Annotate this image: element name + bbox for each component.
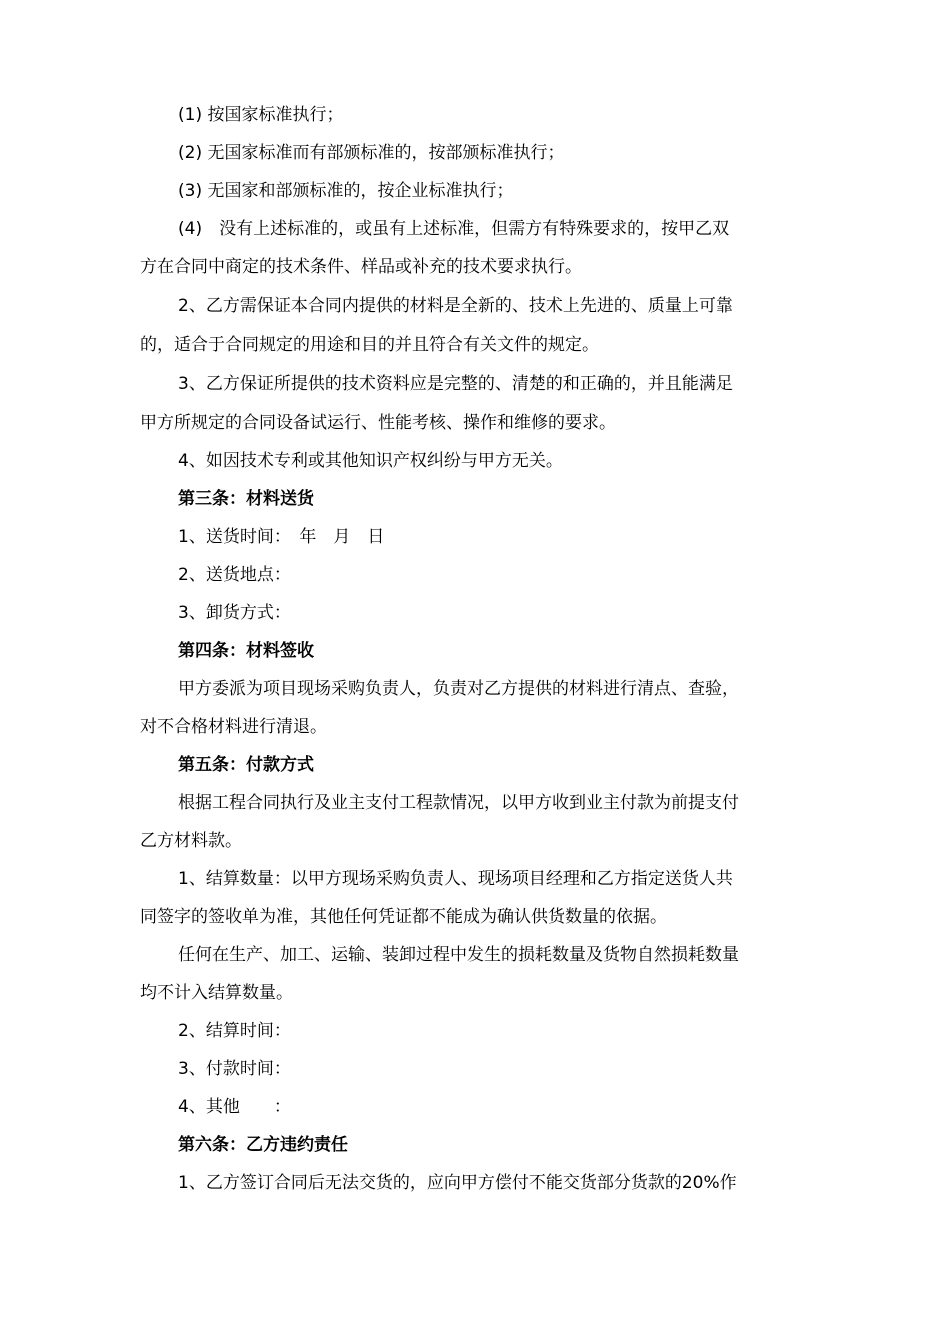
clause-item-4-cont: 方在合同中商定的技术条件、样品或补充的技术要求执行。	[140, 257, 582, 277]
paragraph-3-cont: 甲方所规定的合同设备试运行、性能考核、操作和维修的要求。	[140, 413, 616, 433]
paragraph-2-cont: 的，适合于合同规定的用途和目的并且符合有关文件的规定。	[140, 335, 599, 355]
payment-paragraph: 根据工程合同执行及业主支付工程款情况，以甲方收到业主付款为前提支付	[178, 793, 739, 813]
breach-paragraph: 1、乙方签订合同后无法交货的，应向甲方偿付不能交货部分货款的20%作	[178, 1173, 737, 1193]
section-heading-6: 第六条：乙方违约责任	[178, 1135, 348, 1155]
section-heading-5: 第五条：付款方式	[178, 755, 314, 775]
signoff-paragraph-cont: 对不合格材料进行清退。	[140, 717, 327, 737]
delivery-time: 1、送货时间： 年 月 日	[178, 527, 385, 547]
section-heading-4: 第四条：材料签收	[178, 641, 314, 661]
clause-item-3: (3) 无国家和部颁标准的，按企业标准执行；	[178, 181, 514, 201]
clause-item-4: (4) 没有上述标准的，或虽有上述标准，但需方有特殊要求的，按甲乙双	[178, 219, 730, 239]
paragraph-2: 2、乙方需保证本合同内提供的材料是全新的、技术上先进的、质量上可靠	[178, 296, 733, 316]
signoff-paragraph: 甲方委派为项目现场采购负责人，负责对乙方提供的材料进行清点、查验，	[178, 679, 739, 699]
other-item: 4、其他 ：	[178, 1097, 291, 1117]
unloading-method: 3、卸货方式：	[178, 603, 291, 623]
payment-paragraph-cont: 乙方材料款。	[140, 831, 242, 851]
clause-item-2: (2) 无国家标准而有部颁标准的，按部颁标准执行；	[178, 143, 565, 163]
loss-paragraph-cont: 均不计入结算数量。	[140, 983, 293, 1003]
settlement-quantity: 1、结算数量：以甲方现场采购负责人、现场项目经理和乙方指定送货人共	[178, 869, 733, 889]
clause-item-1: (1) 按国家标准执行；	[178, 105, 344, 125]
payment-time: 3、付款时间：	[178, 1059, 291, 1079]
delivery-location: 2、送货地点：	[178, 565, 291, 585]
settlement-quantity-cont: 同签字的签收单为准，其他任何凭证都不能成为确认供货数量的依据。	[140, 907, 667, 927]
paragraph-4: 4、如因技术专利或其他知识产权纠纷与甲方无关。	[178, 451, 563, 471]
loss-paragraph: 任何在生产、加工、运输、装卸过程中发生的损耗数量及货物自然损耗数量	[178, 945, 739, 965]
section-heading-3: 第三条：材料送货	[178, 489, 314, 509]
settlement-time: 2、结算时间：	[178, 1021, 291, 1041]
paragraph-3: 3、乙方保证所提供的技术资料应是完整的、清楚的和正确的，并且能满足	[178, 374, 733, 394]
